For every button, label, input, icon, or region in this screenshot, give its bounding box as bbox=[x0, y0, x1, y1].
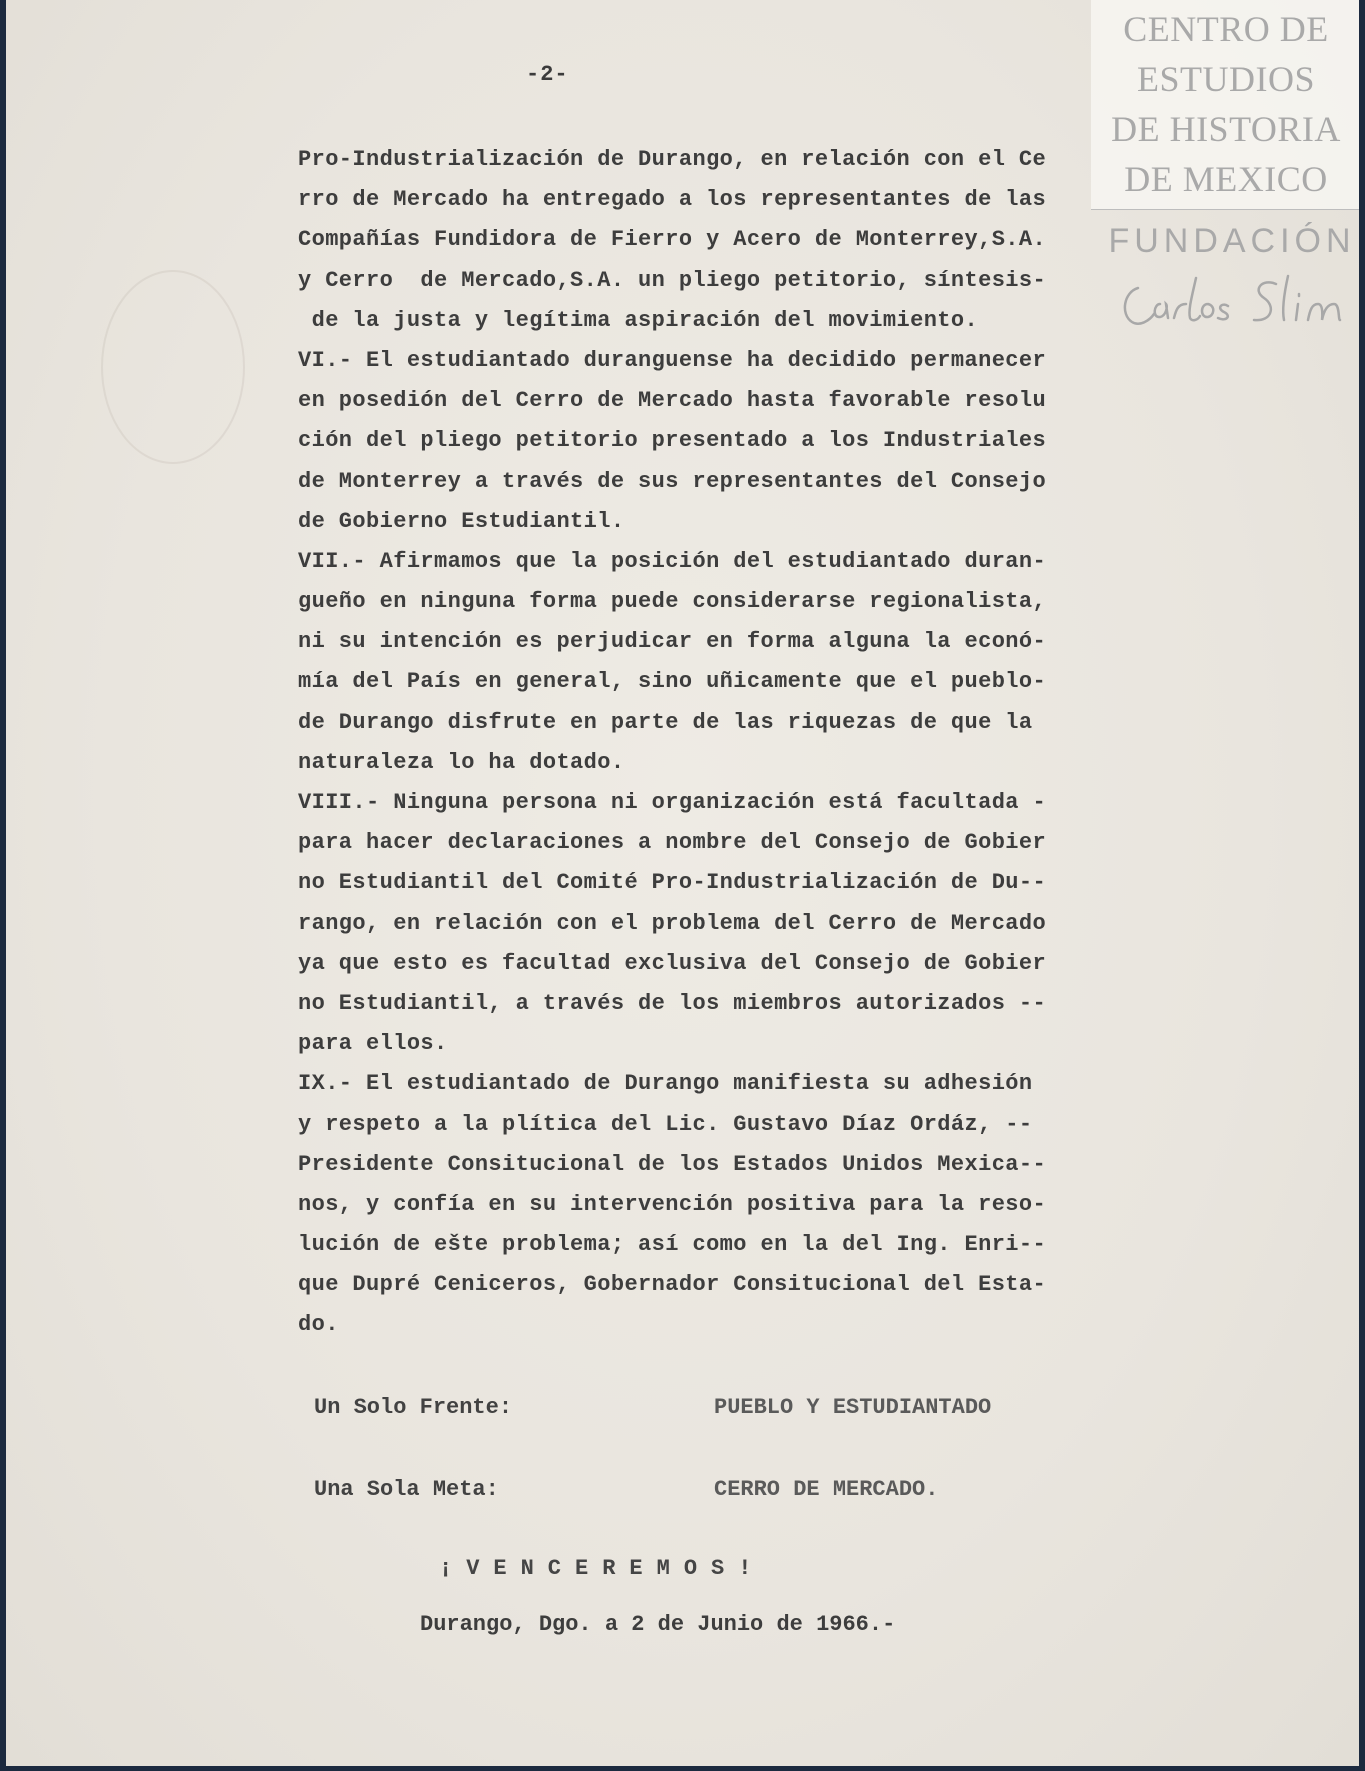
closing-value-goal: CERRO DE MERCADO. bbox=[714, 1477, 939, 1502]
document-page bbox=[6, 0, 1359, 1766]
page-number: -2- bbox=[526, 62, 569, 87]
text-line: no Estudiantil, a través de los miembros autorizados -- bbox=[298, 990, 1047, 1016]
text-line: IX.- El estudiantado de Durango manifiesta su adhesión bbox=[298, 1071, 1033, 1097]
text-line: y respeto a la plítica del Lic. Gustavo Díaz Ordáz, -- bbox=[298, 1111, 1033, 1137]
text-line: ya que esto es facultad exclusiva del Consejo de Gobier bbox=[298, 950, 1047, 976]
watermark-line-2: ESTUDIOS bbox=[1136, 59, 1315, 99]
closing-label-front: Un Solo Frente: bbox=[314, 1395, 513, 1420]
text-line: de Durango disfrute en parte de las riquezas de que la bbox=[298, 709, 1033, 735]
text-line: lución de ešte problema; así como en la del Ing. Enri-- bbox=[298, 1232, 1047, 1258]
text-line: de la justa y legítima aspiración del movimiento. bbox=[298, 307, 979, 333]
text-line: no Estudiantil del Comité Pro-Industrialización de Du-- bbox=[298, 870, 1047, 896]
text-line: para hacer declaraciones a nombre del Consejo de Gobier bbox=[298, 830, 1047, 856]
closing-value-front: PUEBLO Y ESTUDIANTADO bbox=[714, 1395, 992, 1420]
slogan: ¡VENCEREMOS! bbox=[439, 1556, 766, 1581]
watermark-line-3: DE HISTORIA bbox=[1111, 109, 1341, 149]
document-body bbox=[298, 140, 1218, 1346]
text-line: para ellos. bbox=[298, 1031, 448, 1057]
dateline: Durango, Dgo. a 2 de Junio de 1966.- bbox=[420, 1612, 896, 1637]
text-line: rro de Mercado ha entregado a los representantes de las bbox=[298, 187, 1047, 213]
text-line: do. bbox=[298, 1312, 339, 1338]
text-line: Pro-Industrialización de Durango, en relación con el Ce bbox=[298, 147, 1047, 172]
text-line: ción del pliego petitorio presentado a los Industriales bbox=[298, 428, 1047, 454]
text-line: rango, en relación con el problema del Cerro de Mercado bbox=[298, 910, 1047, 936]
faded-stamp bbox=[101, 270, 245, 464]
text-line: en posedión del Cerro de Mercado hasta favorable resolu bbox=[298, 388, 1047, 414]
watermark-foundation: FUNDACIÓN bbox=[1108, 222, 1356, 260]
text-line: VIII.- Ninguna persona ni organización está facultada - bbox=[298, 790, 1047, 815]
text-line: VI.- El estudiantado duranguense ha decidido permanecer bbox=[298, 347, 1047, 373]
text-line: gueño en ninguna forma puede considerarse regionalista, bbox=[298, 589, 1047, 615]
text-line: que Dupré Ceniceros, Gobernador Consitucional del Esta- bbox=[298, 1272, 1047, 1298]
text-line: Presidente Consitucional de los Estados Unidos Mexica-- bbox=[298, 1151, 1047, 1177]
watermark-line-1: CENTRO DE bbox=[1123, 9, 1329, 49]
text-line: naturaleza lo ha dotado. bbox=[298, 749, 625, 775]
text-line: VII.- Afirmamos que la posición del estudiantado duran- bbox=[298, 548, 1047, 574]
text-line: mía del País en general, sino uñicamente que el pueblo- bbox=[298, 669, 1047, 695]
text-line: de Gobierno Estudiantil. bbox=[298, 508, 625, 534]
text-line: ni su intención es perjudicar en forma alguna la econó- bbox=[298, 629, 1047, 655]
text-line: Compañías Fundidora de Fierro y Acero de Monterrey,S.A. bbox=[298, 227, 1047, 253]
text-line: y Cerro de Mercado,S.A. un pliego petitorio, síntesis- bbox=[298, 267, 1047, 293]
closing-label-goal: Una Sola Meta: bbox=[314, 1477, 499, 1502]
text-line: de Monterrey a través de sus representantes del Consejo bbox=[298, 468, 1047, 494]
text-line: nos, y confía en su intervención positiva para la reso- bbox=[298, 1191, 1047, 1217]
watermark-line-4: DE MEXICO bbox=[1124, 159, 1328, 199]
